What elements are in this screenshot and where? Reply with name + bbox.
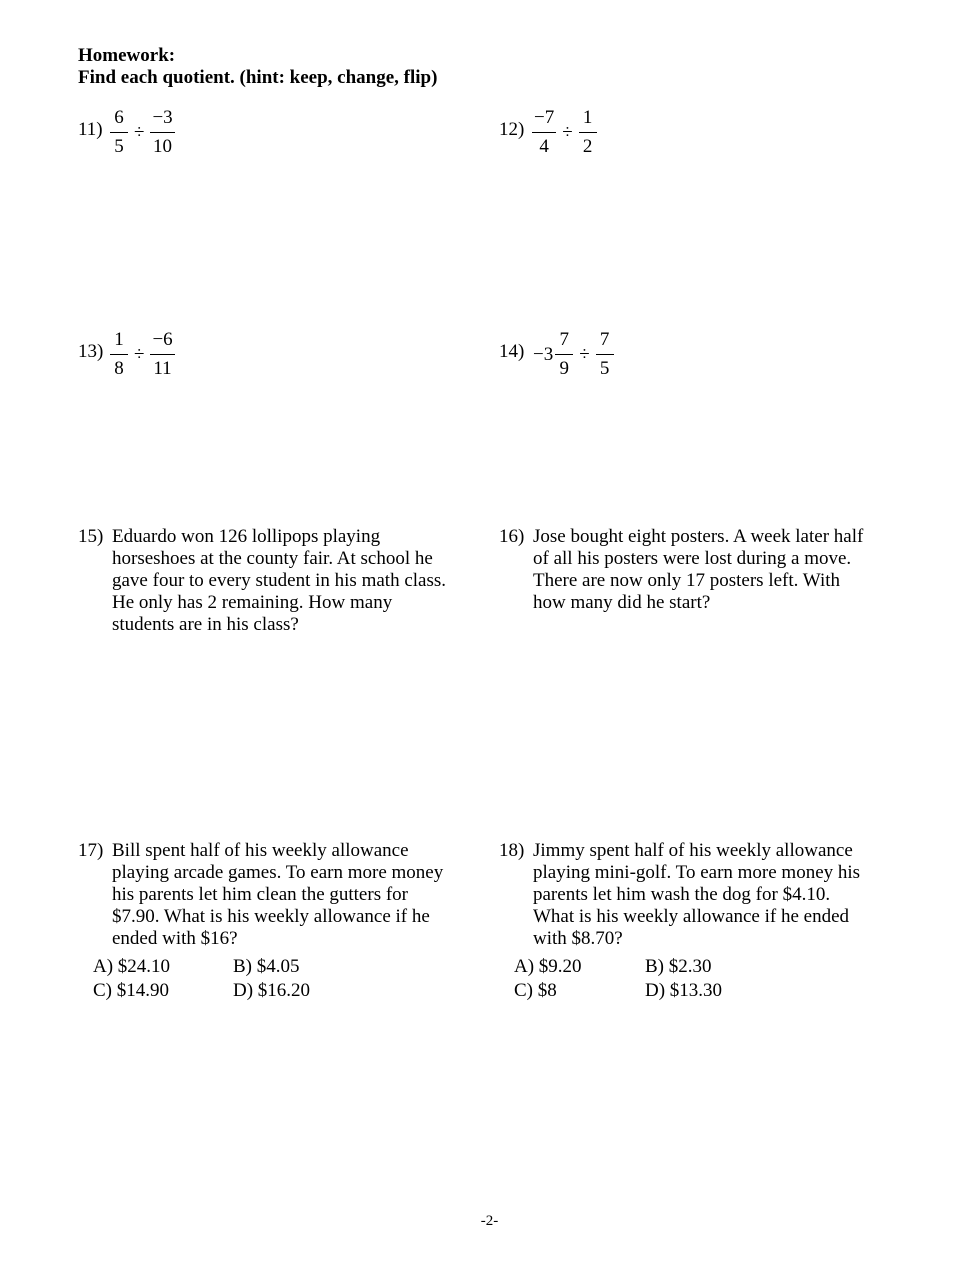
problem-17-choice-b[interactable]: B) $4.05 <box>233 956 300 977</box>
fraction: $\frac{1}{8}$ <box>110 330 128 379</box>
header-instruction: Find each quotient. (hint: keep, change, flip) <box>78 67 438 88</box>
problem-17-choice-c[interactable]: C) $14.90 <box>93 980 169 1001</box>
problem-18-choice-d[interactable]: D) $13.30 <box>645 980 723 1001</box>
fraction: $\frac{-6}{11}$ <box>152 329 173 379</box>
problem-18-choice-a[interactable]: A) $9.20 <box>514 956 582 977</box>
problem-12-expression <box>532 108 597 157</box>
problem-18-text: Jimmy spent half of his weekly allowance playing mini-golf. To earn more money his parents let him wash the dog for $4.10. What is his weekly allowance if he ended with $8.70? <box>533 840 861 949</box>
problem-11-number: 11) <box>78 119 103 140</box>
problem-13-expression <box>110 330 175 379</box>
divide-sign: ÷ <box>562 121 573 143</box>
problem-17-choice-d[interactable]: D) $16.20 <box>233 980 311 1001</box>
problem-18-choice-c[interactable]: C) $8 <box>514 980 557 1001</box>
problem-18-number: 18) <box>499 840 525 861</box>
problem-15-number: 15) <box>78 526 104 547</box>
divide-sign: ÷ <box>579 343 590 365</box>
problem-11-expression <box>110 108 175 157</box>
fraction: $\frac{-7}{4}$ <box>534 107 555 157</box>
problem-13-number: 13) <box>78 341 104 362</box>
problem-18-choice-b[interactable]: B) $2.30 <box>645 956 712 977</box>
problem-16-number: 16) <box>499 526 525 547</box>
page-number: -2- <box>480 1213 499 1229</box>
fraction: $\frac{7}{5}$ <box>596 330 614 379</box>
problem-14-number: 14) <box>499 341 525 362</box>
divide-sign: ÷ <box>134 121 145 143</box>
header-title: Homework: <box>78 45 176 66</box>
problem-17-choice-a[interactable]: A) $24.10 <box>93 956 171 977</box>
fraction: $\frac{-3}{10}$ <box>152 107 173 157</box>
problem-15-text: Eduardo won 126 lollipops playing horseshoes at the county fair. At school he gave four to every student in his math class. He only has 2 remaining. How many students are in his class? <box>112 526 447 635</box>
fraction: $\frac{7}{9}$ <box>555 330 573 379</box>
problem-16-text: Jose bought eight posters. A week later half of all his posters were lost during a move. There are now only 17 posters left. With how many did he start? <box>533 526 864 613</box>
problem-17-text: Bill spent half of his weekly allowance playing arcade games. To earn more money his parents let him clean the gutters for $7.90. What is his weekly allowance if he ended with $16? <box>112 840 444 949</box>
fraction: $\frac{1}{2}$ <box>579 108 597 157</box>
divide-sign: ÷ <box>134 343 145 365</box>
problem-17-number: 17) <box>78 840 104 861</box>
problem-12-number: 12) <box>499 119 525 140</box>
worksheet-header <box>78 45 437 89</box>
whole-number: −3 <box>533 343 554 365</box>
problem-14-expression <box>533 330 614 379</box>
fraction: $\frac{6}{5}$ <box>110 108 128 157</box>
